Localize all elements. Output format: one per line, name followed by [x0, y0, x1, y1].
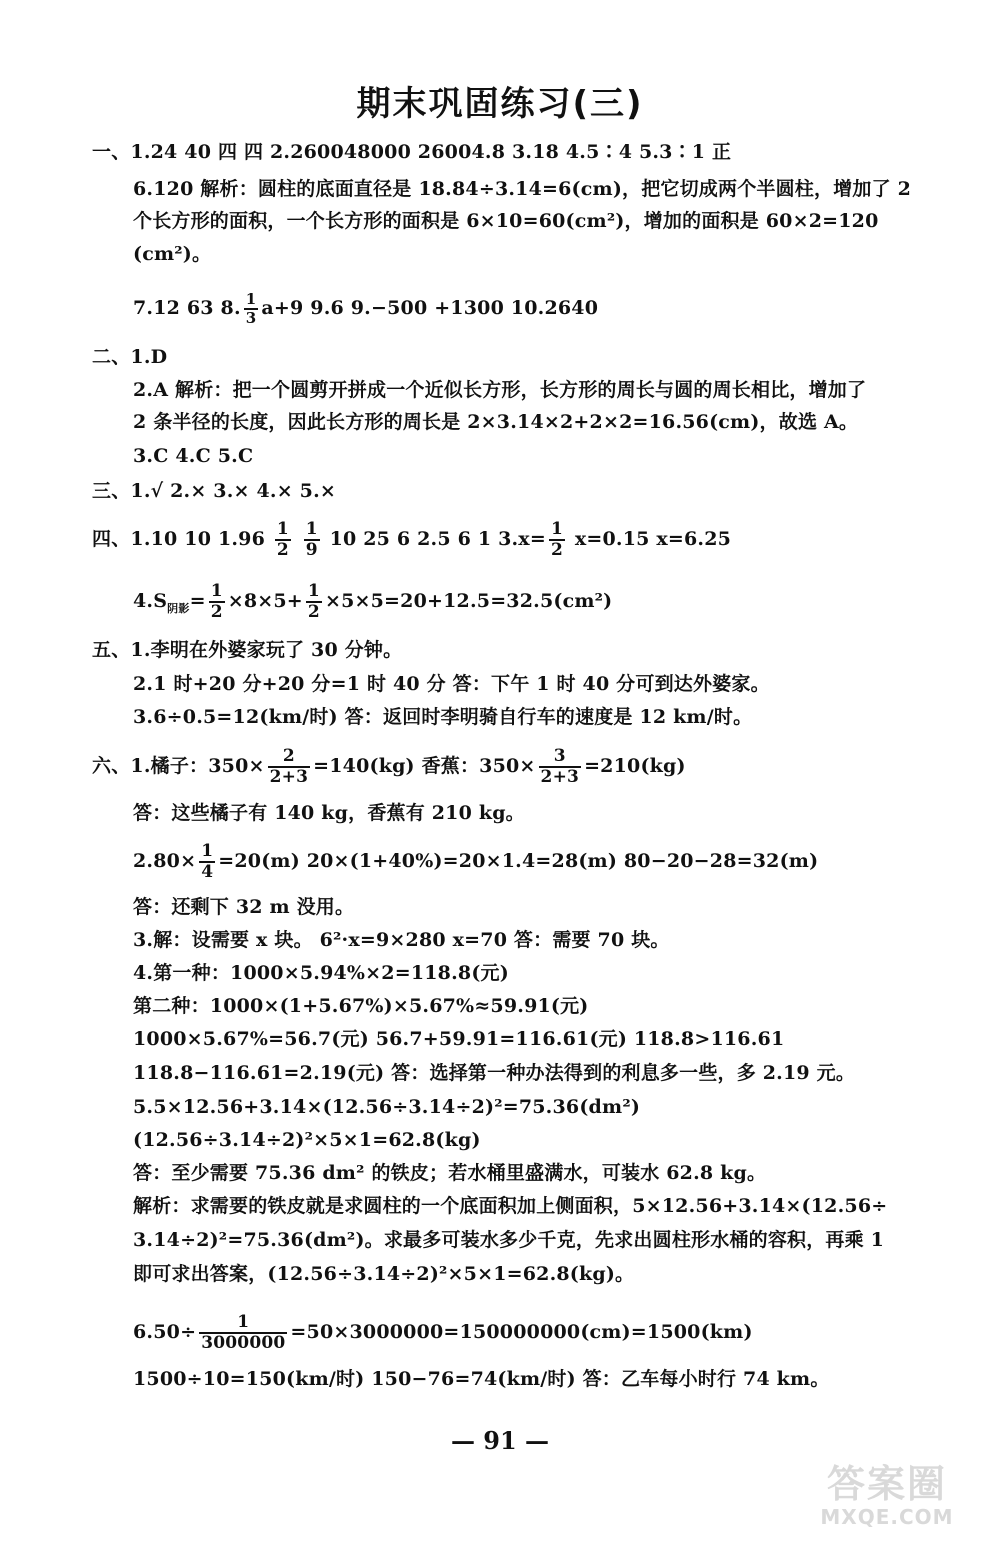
- text-segment: 4.S: [133, 590, 168, 612]
- fraction-numerator: 1: [245, 290, 257, 308]
- fraction-denominator: 2+3: [540, 767, 580, 787]
- answer-line: 3.14÷2)²=75.36(dm²)。求最多可装水多少千克，先求出圆柱形水桶的容积，再乘 1: [133, 1229, 885, 1251]
- fraction-numerator: 2: [268, 747, 311, 768]
- answer-line: 2.A 解析：把一个圆剪开拼成一个近似长方形，长方形的周长与圆的周长相比，增加了: [133, 379, 867, 401]
- text-segment: =140(kg) 香蕉：350×: [313, 755, 536, 777]
- answer-line: 个长方形的面积，一个长方形的面积是 6×10=60(cm²)，增加的面积是 60×2=120: [133, 210, 879, 232]
- answer-line: 解析：求需要的铁皮就是求圆柱的一个底面积加上侧面积，5×12.56+3.14×(12.56÷: [133, 1195, 888, 1217]
- answer-line: (12.56÷3.14÷2)²×5×1=62.8(kg): [133, 1129, 481, 1151]
- text-segment: 7.12 63 8.: [133, 297, 241, 319]
- answer-line: [133, 582, 612, 622]
- answer-line: (cm²)。: [133, 243, 212, 265]
- text-segment: 四、1.10 10 1.96: [92, 528, 266, 550]
- answer-line: 二、1.D: [92, 346, 168, 368]
- answer-line: 三、1.√ 2.× 3.× 4.× 5.×: [92, 480, 337, 502]
- text-segment: =: [189, 590, 206, 612]
- fraction: [549, 520, 565, 560]
- text-segment: a+9 9.6 9.−500 +1300 10.2640: [261, 297, 599, 319]
- fraction: [268, 747, 311, 787]
- answer-line: 4.第一种：1000×5.94%×2=118.8(元): [133, 962, 509, 984]
- answer-line: [133, 291, 598, 327]
- answer-line: 6.120 解析：圆柱的底面直径是 18.84÷3.14=6(cm)，把它切成两个半圆柱，增加了 2: [133, 178, 912, 200]
- text-segment: =50×3000000=150000000(cm)=1500(km): [290, 1321, 753, 1343]
- answer-line: 1500÷10=150(km/时) 150−76=74(km/时) 答：乙车每小时行 74 km。: [133, 1368, 830, 1390]
- answer-line: [92, 520, 731, 560]
- text-segment: =210(kg): [584, 755, 686, 777]
- text-segment: ×8×5+: [227, 590, 303, 612]
- fraction: [199, 842, 215, 882]
- page-title: 期末巩固练习(三): [356, 84, 644, 124]
- text-segment: ×5×5=20+12.5=32.5(cm²): [324, 590, 613, 612]
- fraction-denominator: 2: [276, 540, 289, 560]
- text-segment: 六、1.橘子：350×: [92, 755, 265, 777]
- fraction-denominator: 2: [210, 602, 223, 622]
- answer-line: 答：还剩下 32 m 没用。: [133, 896, 355, 918]
- fraction: [539, 747, 582, 787]
- answer-line: 2 条半径的长度，因此长方形的周长是 2×3.14×2+2×2=16.56(cm)，故选 A。: [133, 411, 859, 433]
- text-segment: 6.50÷: [133, 1321, 197, 1343]
- text-segment: 10 25 6 2.5 6 1 3.x=: [329, 528, 546, 550]
- fraction: [244, 291, 259, 327]
- answer-line: 五、1.李明在外婆家玩了 30 分钟。: [92, 639, 403, 661]
- answer-line: 一、1.24 40 四 四 2.260048000 26004.8 3.18 4.5∶4 5.3∶1 正: [92, 141, 732, 163]
- fraction: [209, 582, 225, 622]
- answer-line: 答：至少需要 75.36 dm² 的铁皮；若水桶里盛满水，可装水 62.8 kg。: [133, 1162, 767, 1184]
- answer-line: 即可求出答案，(12.56÷3.14÷2)²×5×1=62.8(kg)。: [133, 1263, 635, 1285]
- answer-line: [92, 747, 686, 787]
- text-segment: 2.80×: [133, 850, 197, 872]
- watermark-logo: [802, 1462, 972, 1532]
- fraction: [304, 520, 320, 560]
- answer-line: 118.8−116.61=2.19(元) 答：选择第一种办法得到的利息多一些，多 2.19 元。: [133, 1062, 856, 1084]
- fraction: [199, 1313, 287, 1353]
- answer-line: 2.1 时+20 分+20 分=1 时 40 分 答：下午 1 时 40 分可到达外婆家。: [133, 673, 770, 695]
- watermark-url: MXQE.COM: [820, 1505, 954, 1529]
- fraction-numerator: 1: [307, 581, 320, 601]
- fraction-numerator: 3: [539, 747, 582, 768]
- fraction-denominator: 2+3: [269, 767, 309, 787]
- fraction-numerator: 1: [210, 581, 223, 601]
- page-number: — 91 —: [450, 1426, 550, 1455]
- fraction: [275, 520, 291, 560]
- answer-line: 1000×5.67%=56.7(元) 56.7+59.91=116.61(元) 118.8>116.61: [133, 1028, 785, 1050]
- answer-line: 3.C 4.C 5.C: [133, 445, 254, 467]
- answer-line: 3.6÷0.5=12(km/时) 答：返回时李明骑自行车的速度是 12 km/时。: [133, 706, 753, 728]
- answer-line: 第二种：1000×(1+5.67%)×5.67%≈59.91(元): [133, 995, 589, 1017]
- fraction-numerator: 1: [201, 841, 214, 861]
- fraction-numerator: 1: [199, 1313, 287, 1334]
- fraction-numerator: 1: [550, 519, 563, 539]
- text-segment: =20(m) 20×(1+40%)=20×1.4=28(m) 80−20−28=32(m): [218, 850, 819, 872]
- fraction-numerator: 1: [276, 519, 289, 539]
- fraction-numerator: 1: [305, 519, 318, 539]
- answer-line: 3.解：设需要 x 块。 6²·x=9×280 x=70 答：需要 70 块。: [133, 929, 670, 951]
- fraction: [306, 582, 322, 622]
- answer-line: 5.5×12.56+3.14×(12.56÷3.14÷2)²=75.36(dm²): [133, 1096, 641, 1118]
- fraction-denominator: 4: [201, 862, 214, 882]
- answer-line: 答：这些橘子有 140 kg，香蕉有 210 kg。: [133, 802, 525, 824]
- fraction-denominator: 2: [307, 602, 320, 622]
- subscript: 阴影: [167, 601, 190, 615]
- answer-line: [133, 1313, 753, 1353]
- fraction-denominator: 3: [245, 309, 257, 327]
- text-segment: x=0.15 x=6.25: [574, 528, 732, 550]
- fraction-denominator: 9: [305, 540, 318, 560]
- watermark-text: 答案圈: [826, 1462, 947, 1506]
- fraction-denominator: 2: [550, 540, 563, 560]
- fraction-denominator: 3000000: [201, 1333, 286, 1353]
- answer-line: [133, 842, 818, 882]
